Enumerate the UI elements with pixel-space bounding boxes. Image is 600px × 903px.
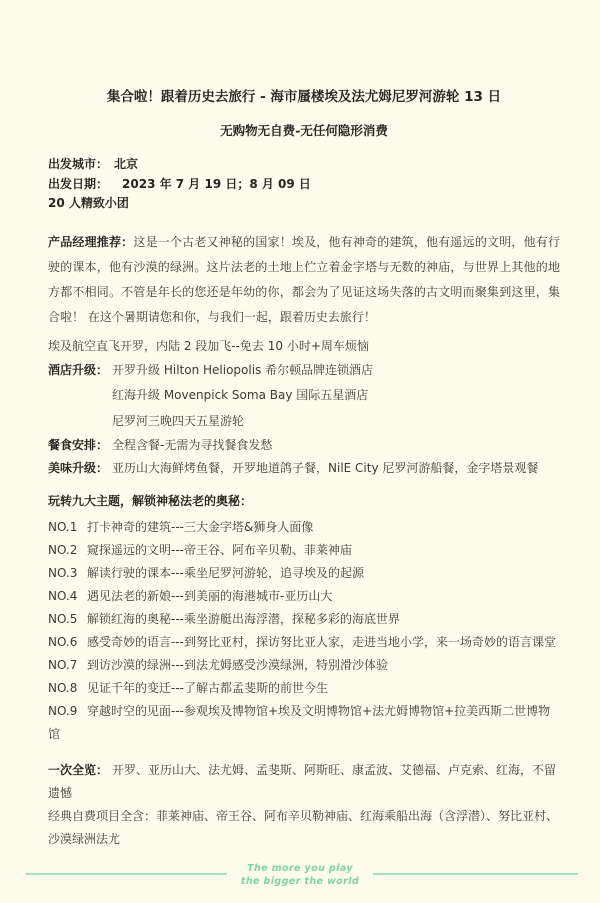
- summary-block: [48, 759, 560, 851]
- theme-text: 遇见法老的新娘---到美丽的海港城市-亚历山大: [87, 589, 333, 603]
- hotel-upgrade-lines: [112, 358, 373, 435]
- departure-info: [48, 155, 560, 214]
- meal-plan-label: 餐食安排：: [48, 438, 109, 452]
- theme-number: NO.4: [48, 589, 78, 603]
- hotel-line: 开罗升级 Hilton Heliopolis 希尔顿品牌连锁酒店: [112, 362, 374, 377]
- recommendation-label: 产品经理推荐：: [48, 234, 134, 249]
- themes-heading: 玩转九大主题，解锁神秘法老的奥秘：: [48, 494, 253, 508]
- list-item: [48, 562, 560, 585]
- theme-number: NO.3: [48, 566, 78, 580]
- theme-number: NO.6: [48, 635, 78, 649]
- group-size-row: 20 人精致小团: [48, 196, 129, 210]
- list-item: [48, 631, 560, 654]
- list-item: [48, 585, 560, 608]
- list-item: [48, 677, 560, 700]
- list-item: [48, 700, 560, 746]
- hotel-line: 红海升级 Movenpick Soma Bay 国际五星酒店: [112, 388, 369, 402]
- departure-city-row: [48, 155, 560, 175]
- list-item: [48, 608, 560, 631]
- theme-text: 到访沙漠的绿洲---到法尤姆感受沙漠绿洲，特别滑沙体验: [87, 658, 388, 672]
- theme-text: 窥探遥远的文明---帝王谷、阿布辛贝勒、菲莱神庙: [87, 543, 352, 557]
- departure-city-value: 北京: [114, 157, 139, 171]
- theme-number: NO.5: [48, 612, 78, 626]
- theme-text: 见证千年的变迁---了解古都孟斐斯的前世今生: [87, 681, 328, 695]
- food-upgrade-label: 美味升级：: [48, 461, 109, 475]
- included-text: 菲莱神庙、帝王谷、阿布辛贝勒神庙、红海乘船出海（含浮潜）、努比亚村、沙漠绿洲法尤: [48, 809, 559, 846]
- footer-slogan: [227, 863, 373, 888]
- list-item: [48, 516, 560, 539]
- departure-city-label: 出发城市：: [48, 157, 109, 171]
- overview-text: 开罗、亚历山大、法尤姆、孟斐斯、阿斯旺、康孟波、艾德福、卢克索、红海，不留遗憾: [48, 763, 557, 800]
- included-row: [48, 805, 560, 851]
- hotel-upgrade-block: [48, 358, 560, 435]
- themes-list: [48, 516, 560, 746]
- departure-date-value: 2023 年 7 月 19 日；8 月 09 日: [122, 176, 311, 191]
- list-item: [48, 539, 560, 562]
- footer: [0, 863, 600, 903]
- theme-number: NO.9: [48, 704, 78, 718]
- manager-recommendation: [48, 230, 560, 330]
- meal-plan-row: [48, 434, 560, 457]
- theme-number: NO.8: [48, 681, 78, 695]
- hotel-line: 尼罗河三晚四天五星游轮: [112, 413, 245, 428]
- included-label: 经典自费项目全含：: [48, 809, 157, 823]
- theme-text: 感受奇妙的语言---到努比亚村，探访努比亚人家，走进当地小学，来一场奇妙的语言课堂: [87, 635, 556, 649]
- overview-label: 一次全览：: [48, 763, 109, 777]
- hotel-upgrade-label: 酒店升级：: [48, 362, 109, 377]
- food-upgrade-row: [48, 457, 560, 480]
- theme-text: 打卡神奇的建筑---三大金字塔&狮身人面像: [87, 520, 314, 534]
- footer-slogan-line2: the bigger the world: [240, 875, 360, 887]
- theme-text: 解锁红海的奥秘---乘坐游艇出海浮潜，探秘多彩的海底世界: [87, 612, 400, 626]
- list-item: [48, 654, 560, 677]
- theme-text: 解读行驶的课本---乘坐尼罗河游轮，追寻埃及的起源: [87, 566, 364, 580]
- footer-slogan-line1: The more you play: [247, 863, 353, 874]
- overview-row: [48, 759, 560, 805]
- flight-highlight: 埃及航空直飞开罗，内陆 2 段加飞--免去 10 小时+周车烦恼: [48, 338, 369, 353]
- departure-date-row: [48, 175, 560, 195]
- theme-number: NO.7: [48, 658, 78, 672]
- recommendation-text: 这是一个古老又神秘的国家！埃及，他有神奇的建筑，他有遥远的文明，他有行驶的课本，他有沙漠的绿洲。这片法老的土地上伫立着金字塔与无数的神庙，与世界上其他的地方都不相同。不管是年长的您还是年幼的你，都会为了见证这场失落的古文明而聚集到这里，集合啦！ 在这个暑期请您和你，与我们一起，跟着历史去旅行！: [48, 234, 560, 324]
- theme-number: NO.1: [48, 520, 78, 534]
- meal-plan-text: 全程含餐-无需为寻找餐食发愁: [112, 438, 273, 452]
- theme-number: NO.2: [48, 543, 78, 557]
- food-upgrade-text: 亚历山大海鲜烤鱼餐，开罗地道鸽子餐，NilE City 尼罗河游船餐，金字塔景观餐: [112, 461, 539, 475]
- page-subtitle: 无购物无自费-无任何隐形消费: [220, 123, 388, 138]
- departure-date-label: 出发日期：: [48, 176, 109, 191]
- theme-text: 穿越时空的见面---参观埃及博物馆+埃及文明博物馆+法尤姆博物馆+拉美西斯二世博物馆: [48, 704, 551, 741]
- page-title: 集合啦！跟着历史去旅行 - 海市蜃楼埃及法尤姆尼罗河游轮 13 日: [106, 89, 502, 105]
